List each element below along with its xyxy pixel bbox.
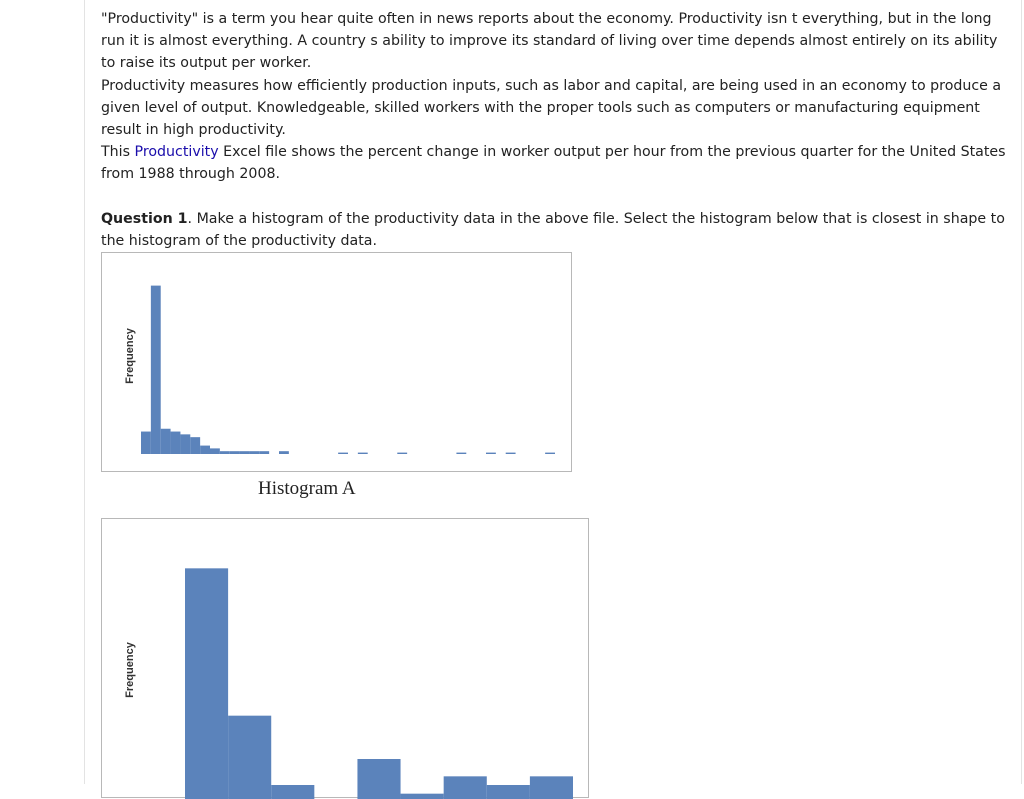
intro-text-suffix: Excel file shows the percent change in worker output per hour from the previous quarter for the United States from 1988 through 2008. (101, 144, 1006, 183)
intro-paragraph-2: Productivity measures how efficiently production inputs, such as labor and capital, are being used in an economy to produce a given level of output. Knowledgeable, skilled workers with the proper tools such as computers or manufacturing equipment result in high productivity. (101, 77, 1002, 139)
histogram-b-bar-8 (487, 785, 530, 799)
histogram-a-bar-33 (456, 453, 466, 454)
intro-text-prefix: This (101, 144, 135, 161)
histogram-b-bar-9 (530, 776, 573, 799)
histogram-a-bar-38 (506, 453, 516, 454)
question-content (101, 8, 1013, 252)
histogram-b-bar-3 (271, 785, 314, 799)
productivity-file-link[interactable]: Productivity (134, 144, 219, 161)
intro-paragraph-1: "Productivity" is a term you hear quite often in news reports about the economy. Productivity isn t everything, but in the long run it is almost everything. A country s ability to improve its standard of living over time depends almost entirely on its ability to raise its output per worker. (101, 11, 998, 72)
histogram-a-bar-10 (230, 451, 240, 454)
histogram-a-bar-36 (486, 453, 496, 454)
histogram-a-bar-4 (171, 432, 181, 454)
histogram-a-bar-12 (249, 451, 259, 454)
histogram-a-bar-21 (338, 453, 348, 454)
histogram-a-figure (101, 252, 572, 472)
histogram-b-bar-2 (228, 716, 271, 799)
histogram-a-bar-5 (180, 434, 190, 454)
histogram-b-bar-6 (401, 794, 444, 799)
histogram-a-plot (102, 253, 573, 473)
histogram-a-bar-9 (220, 451, 230, 454)
question-label: Question 1 (101, 210, 188, 227)
histogram-a-bar-1 (141, 432, 151, 454)
question-text: . Make a histogram of the productivity data in the above file. Select the histogram below that is closest in shape to the histogram of the productivity data. (101, 210, 1005, 249)
histogram-b-bar-1 (185, 568, 228, 799)
histogram-a-bar-8 (210, 448, 220, 454)
histogram-b-bar-5 (357, 759, 400, 799)
histogram-a-bar-15 (279, 451, 289, 454)
histogram-b-plot (102, 519, 590, 799)
histogram-b-figure (101, 518, 589, 798)
histogram-b-ylabel: Frequency (123, 642, 136, 698)
histogram-a-bar-2 (151, 286, 161, 454)
histogram-a-bar-42 (545, 453, 555, 454)
histogram-a-bar-23 (358, 453, 368, 454)
intro-paragraph-3 (101, 141, 1013, 185)
histogram-a-bar-3 (161, 429, 171, 454)
histogram-a-bar-13 (259, 451, 269, 454)
question-1 (101, 208, 1013, 252)
histogram-b-bar-7 (444, 776, 487, 799)
histogram-a-ylabel: Frequency (123, 328, 136, 384)
histogram-a-caption: Histogram A (258, 478, 356, 499)
histogram-a-bar-6 (190, 437, 200, 454)
histogram-a-bar-11 (240, 451, 250, 454)
histogram-a-bar-27 (397, 453, 407, 454)
histogram-a-bar-7 (200, 446, 210, 454)
